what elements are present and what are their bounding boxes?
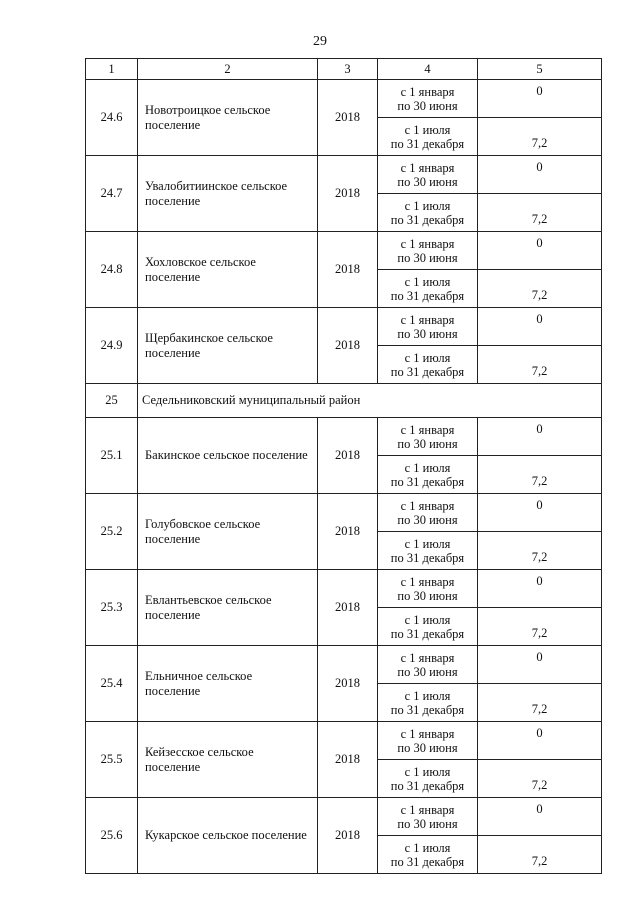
period-first-line1: с 1 января (400, 802, 455, 817)
settlement-name: Щербакинское сельское поселение (145, 330, 273, 360)
period-first (378, 156, 478, 194)
settlement-cell (138, 722, 318, 798)
settlement-name: Хохловское сельское поселение (145, 254, 256, 284)
period-first-line2: по 30 июня (397, 174, 458, 189)
row-number: 25.6 (86, 798, 138, 874)
period-second-line2: по 31 декабря (390, 778, 465, 793)
header-col-4: 4 (378, 59, 478, 80)
period-second-line1: с 1 июля (404, 122, 451, 137)
settlement-name: Новотроицкое сельское поселение (145, 102, 271, 132)
period-second-line1: с 1 июля (404, 536, 451, 551)
period-second-line1: с 1 июля (404, 274, 451, 289)
table-row (86, 232, 602, 270)
settlement-name: Кейзесское сельское поселение (145, 744, 254, 774)
period-first-line1: с 1 января (400, 160, 455, 175)
table-row (86, 156, 602, 194)
period-first (378, 494, 478, 532)
value-second-half: 7,2 (478, 270, 602, 308)
settlement-cell (138, 798, 318, 874)
period-first-line2: по 30 июня (397, 664, 458, 679)
row-number: 25.5 (86, 722, 138, 798)
table-header-row (86, 59, 602, 80)
value-first-half: 0 (478, 570, 602, 608)
value-second-half: 7,2 (478, 194, 602, 232)
year-cell: 2018 (318, 570, 378, 646)
settlement-cell (138, 232, 318, 308)
table-row (86, 494, 602, 532)
row-number: 25.4 (86, 646, 138, 722)
row-number: 24.8 (86, 232, 138, 308)
year-cell: 2018 (318, 646, 378, 722)
period-first-line2: по 30 июня (397, 436, 458, 451)
row-number: 25.2 (86, 494, 138, 570)
settlement-name: Голубовское сельское поселение (145, 516, 261, 546)
header-col-5: 5 (478, 59, 602, 80)
table-row (86, 646, 602, 684)
period-second-line1: с 1 июля (404, 350, 451, 365)
value-second-half: 7,2 (478, 118, 602, 156)
period-second (378, 608, 478, 646)
period-second (378, 836, 478, 874)
value-first-half: 0 (478, 722, 602, 760)
value-second-half: 7,2 (478, 532, 602, 570)
year-cell: 2018 (318, 798, 378, 874)
period-first-line2: по 30 июня (397, 588, 458, 603)
settlement-cell (138, 570, 318, 646)
row-number: 24.6 (86, 80, 138, 156)
value-first-half: 0 (478, 232, 602, 270)
settlement-name: Евлантьевское сельское поселение (145, 592, 272, 622)
period-second-line2: по 31 декабря (390, 474, 465, 489)
period-second-line2: по 31 декабря (390, 288, 465, 303)
period-second (378, 684, 478, 722)
value-first-half: 0 (478, 418, 602, 456)
value-second-half: 7,2 (478, 836, 602, 874)
row-number: 25.1 (86, 418, 138, 494)
value-first-half: 0 (478, 646, 602, 684)
table-row (86, 722, 602, 760)
period-first-line1: с 1 января (400, 84, 455, 99)
value-second-half: 7,2 (478, 346, 602, 384)
table-row (86, 418, 602, 456)
period-second-line2: по 31 декабря (390, 136, 465, 151)
row-number: 25 (86, 384, 138, 418)
period-first-line2: по 30 июня (397, 512, 458, 527)
period-first-line1: с 1 января (400, 312, 455, 327)
table-row (86, 80, 602, 118)
period-second-line2: по 31 декабря (390, 212, 465, 227)
settlement-cell (138, 156, 318, 232)
table-row (86, 570, 602, 608)
period-second (378, 760, 478, 798)
period-second (378, 270, 478, 308)
year-cell: 2018 (318, 156, 378, 232)
period-first-line2: по 30 июня (397, 740, 458, 755)
value-first-half: 0 (478, 80, 602, 118)
district-row (86, 384, 602, 418)
header-col-3: 3 (318, 59, 378, 80)
period-first (378, 308, 478, 346)
settlement-name: Ельничное сельское поселение (145, 668, 253, 698)
period-first (378, 570, 478, 608)
period-first-line1: с 1 января (400, 726, 455, 741)
value-second-half: 7,2 (478, 456, 602, 494)
period-first-line2: по 30 июня (397, 326, 458, 341)
period-first (378, 646, 478, 684)
header-col-1: 1 (86, 59, 138, 80)
period-second-line2: по 31 декабря (390, 626, 465, 641)
period-first (378, 722, 478, 760)
row-number: 25.3 (86, 570, 138, 646)
period-second (378, 194, 478, 232)
period-first (378, 798, 478, 836)
table-row (86, 798, 602, 836)
period-second (378, 118, 478, 156)
period-second-line1: с 1 июля (404, 612, 451, 627)
settlement-cell (138, 494, 318, 570)
value-second-half: 7,2 (478, 684, 602, 722)
period-first-line1: с 1 января (400, 422, 455, 437)
value-first-half: 0 (478, 494, 602, 532)
header-col-2: 2 (138, 59, 318, 80)
district-name: Седельниковский муниципальный район (138, 384, 602, 418)
period-second (378, 346, 478, 384)
row-number: 24.7 (86, 156, 138, 232)
period-second-line1: с 1 июля (404, 198, 451, 213)
period-second-line2: по 31 декабря (390, 550, 465, 565)
value-second-half: 7,2 (478, 760, 602, 798)
period-first (378, 80, 478, 118)
period-second-line1: с 1 июля (404, 688, 451, 703)
value-first-half: 0 (478, 156, 602, 194)
year-cell: 2018 (318, 722, 378, 798)
page-number: 29 (313, 34, 327, 49)
year-cell: 2018 (318, 232, 378, 308)
period-first-line2: по 30 июня (397, 816, 458, 831)
settlement-cell (138, 80, 318, 156)
period-first-line1: с 1 января (400, 574, 455, 589)
period-second-line2: по 31 декабря (390, 702, 465, 717)
settlement-name: Увалобитиинское сельское поселение (145, 178, 288, 208)
period-second-line1: с 1 июля (404, 840, 451, 855)
row-number: 24.9 (86, 308, 138, 384)
period-second (378, 532, 478, 570)
period-second-line2: по 31 декабря (390, 854, 465, 869)
period-first-line1: с 1 января (400, 498, 455, 513)
period-second-line1: с 1 июля (404, 764, 451, 779)
value-first-half: 0 (478, 798, 602, 836)
table-row (86, 308, 602, 346)
period-second-line2: по 31 декабря (390, 364, 465, 379)
tariff-table (85, 58, 602, 874)
value-first-half: 0 (478, 308, 602, 346)
year-cell: 2018 (318, 80, 378, 156)
year-cell: 2018 (318, 308, 378, 384)
period-second (378, 456, 478, 494)
settlement-cell (138, 646, 318, 722)
year-cell: 2018 (318, 418, 378, 494)
period-second-line1: с 1 июля (404, 460, 451, 475)
period-first (378, 232, 478, 270)
settlement-name: Бакинское сельское поселение (145, 448, 308, 462)
period-first-line2: по 30 июня (397, 98, 458, 113)
period-first-line1: с 1 января (400, 650, 455, 665)
settlement-name: Кукарское сельское поселение (145, 828, 307, 842)
period-first-line2: по 30 июня (397, 250, 458, 265)
period-first-line1: с 1 января (400, 236, 455, 251)
settlement-cell (138, 308, 318, 384)
value-second-half: 7,2 (478, 608, 602, 646)
year-cell: 2018 (318, 494, 378, 570)
period-first (378, 418, 478, 456)
settlement-cell (138, 418, 318, 494)
